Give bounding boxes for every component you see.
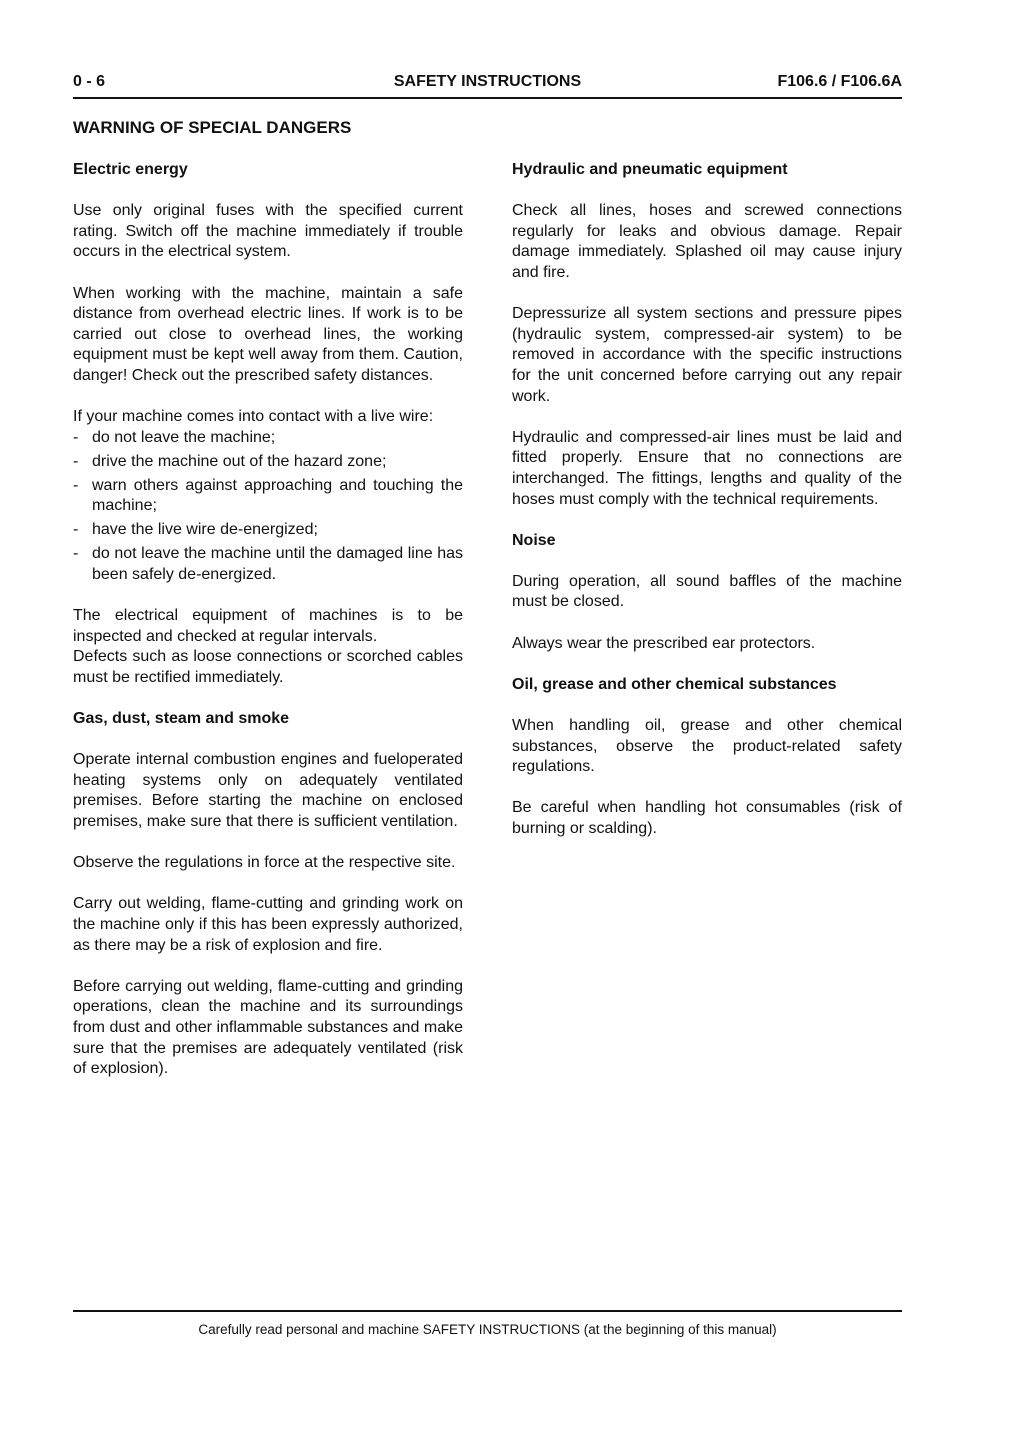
hydraulic-paragraph-1: Check all lines, hoses and screwed connections regularly for leaks and obvious damage. Repair damage immediately. Splashed oil may cause injury and fire. — [512, 202, 902, 281]
gas-paragraph-4: Before carrying out welding, flame-cutting and grinding operations, clean the machine and its surroundings from dust and other inflammable substances and make sure that the premises are adequately ventilated (risk of explosion). — [73, 977, 463, 1078]
header-title: SAFETY INSTRUCTIONS — [393, 73, 582, 90]
page-number: 0 - 6 — [73, 73, 106, 90]
list-item: - do not leave the machine; — [73, 428, 463, 449]
electric-paragraph-1: Use only original fuses with the specified current rating. Switch off the machine immediately if trouble occurs in the electrical system. — [73, 202, 463, 261]
noise-paragraph-1: During operation, all sound baffles of the machine must be closed. — [512, 572, 902, 611]
left-column — [73, 160, 463, 1100]
heading-electric-energy: Electric energy — [73, 161, 188, 178]
live-wire-list — [73, 428, 463, 586]
footer-divider — [73, 1310, 902, 1312]
electric-paragraph-4b: Defects such as loose connections or scorched cables must be rectified immediately. — [73, 648, 463, 686]
model-number: F106.6 / F106.6A — [777, 73, 902, 90]
electric-paragraph-3: If your machine comes into contact with a live wire: — [73, 408, 434, 426]
list-item: - warn others against approaching and touching the machine; — [73, 476, 463, 517]
electric-paragraph-4a: The electrical equipment of machines is to be inspected and checked at regular intervals. — [73, 607, 463, 645]
footer-text: Carefully read personal and machine SAFETY INSTRUCTIONS (at the beginning of this manual) — [198, 1322, 777, 1337]
heading-oil-grease: Oil, grease and other chemical substances — [512, 675, 837, 693]
list-item: - do not leave the machine until the damaged line has been safely de-energized. — [73, 544, 463, 585]
heading-hydraulic: Hydraulic and pneumatic equipment — [512, 161, 788, 178]
hydraulic-paragraph-2: Depressurize all system sections and pressure pipes (hydraulic system, compressed-air system) to be removed in accordance with the specific instructions for the unit concerned before carrying out any repair work. — [512, 305, 902, 405]
list-item: - have the live wire de-energized; — [73, 520, 463, 541]
oil-paragraph-2: Be careful when handling hot consumables (risk of burning or scalding). — [512, 799, 902, 837]
heading-gas-dust: Gas, dust, steam and smoke — [73, 710, 290, 727]
gas-paragraph-2: Observe the regulations in force at the respective site. — [73, 854, 456, 872]
section-title: WARNING OF SPECIAL DANGERS — [73, 118, 352, 137]
list-item: - drive the machine out of the hazard zone; — [73, 452, 463, 473]
oil-paragraph-1: When handling oil, grease and other chemical substances, observe the product-related safety regulations. — [512, 717, 902, 776]
gas-paragraph-1: Operate internal combustion engines and fueloperated heating systems only on adequately ventilated premises. Before starting the machine on enclosed premises, make sure that there is sufficient ventilation. — [73, 751, 463, 830]
electric-paragraph-2: When working with the machine, maintain a safe distance from overhead electric lines. If work is to be carried out close to overhead lines, the working equipment must be kept well away from them. Caution, danger! Check out the prescribed safety distances. — [73, 284, 463, 384]
noise-paragraph-2: Always wear the prescribed ear protectors. — [512, 634, 816, 652]
hydraulic-paragraph-3: Hydraulic and compressed-air lines must be laid and fitted properly. Ensure that no connections are interchanged. The fittings, lengths and quality of the hoses must comply with the technical requirements. — [512, 428, 902, 508]
right-column — [512, 160, 902, 860]
gas-paragraph-3: Carry out welding, flame-cutting and grinding work on the machine only if this has been expressly authorized, as there may be a risk of explosion and fire. — [73, 895, 463, 954]
page-header — [73, 71, 902, 99]
heading-noise: Noise — [512, 531, 556, 549]
